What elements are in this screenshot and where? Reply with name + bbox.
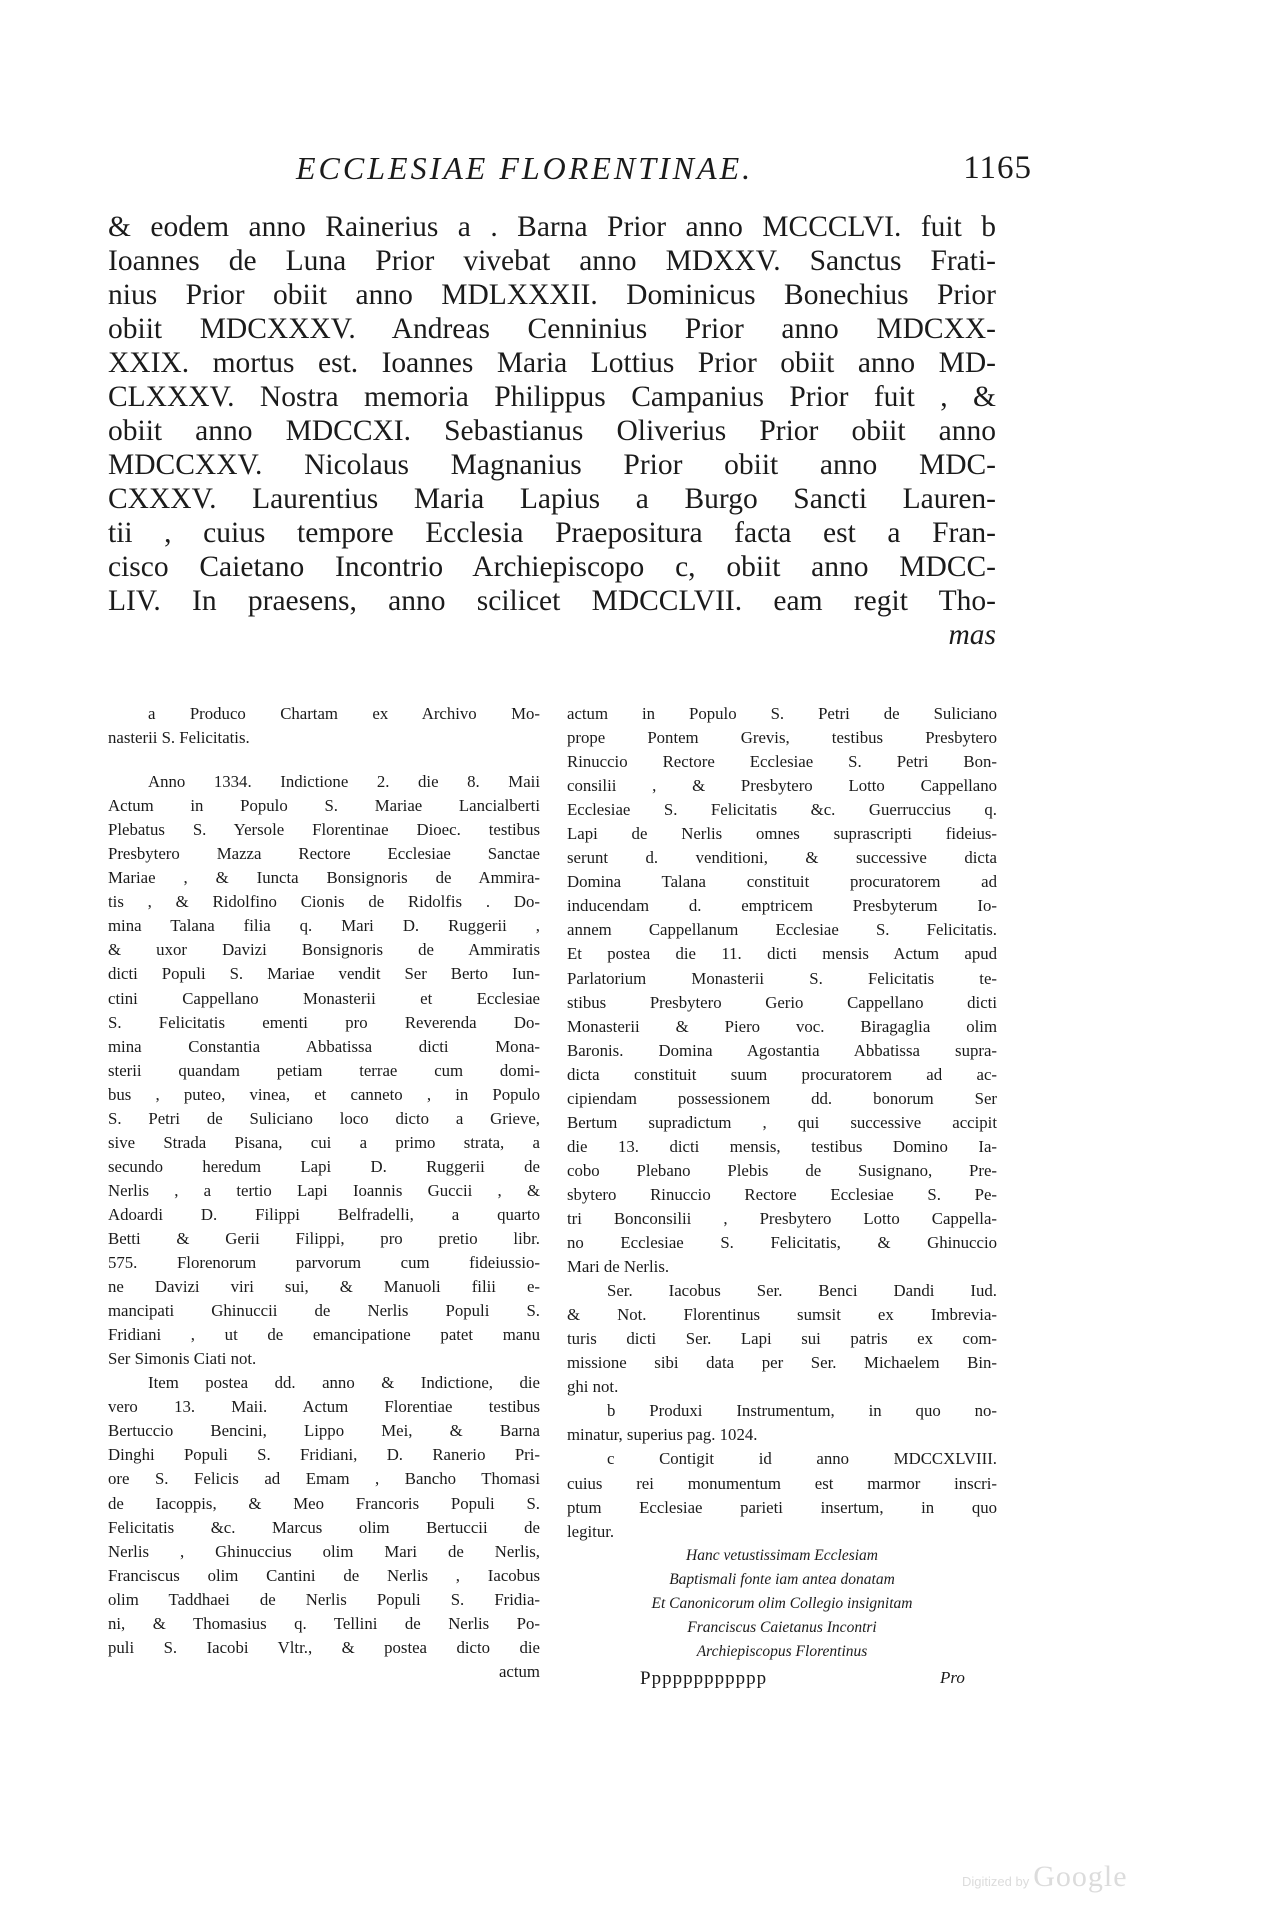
- text-line: sive Strada Pisana, cui a primo strata, a: [108, 1132, 540, 1152]
- text-line: Bertuccio Bencini, Lippo Mei, & Barna: [108, 1421, 540, 1441]
- text-line: sterii quandam petiam terrae cum domi-: [108, 1060, 540, 1080]
- catchword: Pro: [940, 1668, 965, 1687]
- text-line: mas: [948, 619, 996, 651]
- text-line: Monasterii & Piero voc. Biragaglia olim: [567, 1016, 997, 1036]
- text-line: Baronis. Domina Agostantia Abbatissa supra-: [567, 1040, 997, 1060]
- text-line: Lapi de Nerlis omnes suprascripti fideius-: [567, 824, 997, 844]
- text-line: Ser. Iacobus Ser. Benci Dandi Iud.: [607, 1281, 997, 1301]
- text-line: cisco Caietano Incontrio Archiepiscopo c, obiit anno MDCC-: [108, 551, 996, 583]
- text-line: prope Pontem Grevis, testibus Presbytero: [567, 728, 997, 748]
- footnote-column-left: [108, 702, 540, 1684]
- text-line: S. Felicitatis ementi pro Reverenda Do-: [108, 1012, 540, 1032]
- text-line: actum: [498, 1661, 540, 1681]
- text-line: b Produxi Instrumentum, in quo no-: [607, 1401, 997, 1421]
- text-line: Felicitatis &c. Marcus olim Bertuccii de: [108, 1517, 540, 1537]
- text-line: cobo Plebano Plebis de Susignano, Pre-: [567, 1160, 997, 1180]
- text-line: no Ecclesiae S. Felicitatis, & Ghinuccio: [567, 1233, 997, 1253]
- text-line: Et postea die 11. dicti mensis Actum apud: [567, 944, 997, 964]
- text-line: nasterii S. Felicitatis.: [108, 728, 250, 748]
- text-line: puli S. Iacobi Vltr., & postea dicto die: [108, 1637, 540, 1657]
- text-line: Ser Simonis Ciati not.: [108, 1349, 257, 1369]
- page-number: 1165: [963, 150, 1032, 186]
- text-line: Franciscus Caietanus Incontri: [687, 1618, 877, 1636]
- text-line: ni, & Thomasius q. Tellini de Nerlis Po-: [108, 1613, 540, 1633]
- text-line: Ioannes de Luna Prior vivebat anno MDXXV. Sanctus Frati-: [108, 245, 996, 277]
- text-line: bus , puteo, vinea, et canneto , in Populo: [108, 1084, 540, 1104]
- text-line: ore S. Felicis ad Emam , Bancho Thomasi: [108, 1469, 540, 1489]
- text-line: & eodem anno Rainerius a . Barna Prior anno MCCCLVI. fuit b: [108, 211, 996, 243]
- text-line: Plebatus S. Yersole Florentinae Dioec. testibus: [108, 820, 540, 840]
- text-line: minatur, superius pag. 1024.: [567, 1425, 758, 1445]
- text-line: tii , cuius tempore Ecclesia Praepositura facta est a Fran-: [108, 517, 996, 549]
- text-line: serunt d. venditioni, & successive dicta: [567, 848, 997, 868]
- watermark-brand: Google: [1033, 1860, 1128, 1893]
- footnote-column-right: [567, 702, 997, 1664]
- text-line: & Not. Florentinus sumsit ex Imbrevia-: [567, 1305, 997, 1325]
- text-line: Presbytero Mazza Rectore Ecclesiae Sanctae: [108, 844, 540, 864]
- digitized-watermark: [962, 1860, 1128, 1894]
- text-line: mancipati Ghinuccii de Nerlis Populi S.: [108, 1301, 540, 1321]
- text-line: 575. Florenorum parvorum cum fideiussio-: [108, 1253, 540, 1273]
- text-line: consilii , & Presbytero Lotto Cappellano: [567, 776, 997, 796]
- text-line: Parlatorium Monasterii S. Felicitatis te-: [567, 968, 997, 988]
- text-line: Nerlis , Ghinuccius olim Mari de Nerlis,: [108, 1541, 540, 1561]
- text-line: a Produco Chartam ex Archivo Mo-: [148, 704, 540, 723]
- text-line: dicti Populi S. Mariae vendit Ser Berto Iun-: [108, 964, 540, 984]
- text-line: CLXXXV. Nostra memoria Philippus Campanius Prior fuit , &: [108, 381, 996, 413]
- text-line: missione sibi data per Ser. Michaelem Bin-: [567, 1353, 997, 1373]
- text-line: Fridiani , ut de emancipatione patet manu: [108, 1325, 540, 1345]
- running-head: [108, 150, 1032, 194]
- text-line: cipiendam possessionem dd. bonorum Ser: [567, 1088, 997, 1108]
- text-line: ghi not.: [567, 1377, 619, 1397]
- text-line: Mari de Nerlis.: [567, 1257, 670, 1277]
- text-line: Bertum supradictum , qui successive accipit: [567, 1112, 997, 1132]
- text-line: S. Petri de Suliciano loco dicto a Grieve,: [108, 1108, 540, 1128]
- text-line: Adoardi D. Filippi Belfradelli, a quarto: [108, 1204, 540, 1224]
- text-line: annem Cappellanum Ecclesiae S. Felicitatis.: [567, 920, 997, 940]
- text-line: legitur.: [567, 1521, 615, 1541]
- text-line: sbytero Rinuccio Rectore Ecclesiae S. Pe-: [567, 1184, 997, 1204]
- text-line: Anno 1334. Indictione 2. die 8. Maii: [148, 772, 540, 792]
- text-line: Dinghi Populi S. Fridiani, D. Ranerio Pri-: [108, 1445, 540, 1465]
- text-line: mina Talana filia q. Mari D. Ruggerii ,: [108, 916, 540, 936]
- text-line: Mariae , & Iuncta Bonsignoris de Ammira-: [108, 868, 540, 888]
- text-line: Baptismali fonte iam antea donatam: [669, 1570, 895, 1588]
- text-line: ptum Ecclesiae parieti insertum, in quo: [567, 1497, 997, 1517]
- text-line: & uxor Davizi Bonsignoris de Ammiratis: [108, 940, 540, 960]
- text-line: Actum in Populo S. Mariae Lancialberti: [108, 796, 540, 816]
- text-line: LIV. In praesens, anno scilicet MDCCLVII. eam regit Tho-: [108, 585, 996, 617]
- text-line: mina Constantia Abbatissa dicti Mona-: [108, 1036, 540, 1056]
- text-line: Hanc vetustissimam Ecclesiam: [686, 1546, 878, 1564]
- text-line: Domina Talana constituit procuratorem ad: [567, 872, 997, 892]
- text-line: vero 13. Maii. Actum Florentiae testibus: [108, 1397, 540, 1417]
- text-line: XXIX. mortus est. Ioannes Maria Lottius Prior obiit anno MD-: [108, 347, 996, 379]
- running-title: ECCLESIAE FLORENTINAE.: [296, 150, 754, 186]
- main-text: [108, 210, 996, 652]
- text-line: de Iacoppis, & Meo Francoris Populi S.: [108, 1493, 540, 1513]
- text-line: die 13. dicti mensis, testibus Domino Ia-: [567, 1136, 997, 1156]
- text-line: c Contigit id anno MDCCXLVIII.: [607, 1449, 997, 1469]
- text-line: Franciscus olim Cantini de Nerlis , Iacobus: [108, 1565, 540, 1585]
- text-line: MDCCXXV. Nicolaus Magnanius Prior obiit anno MDC-: [108, 449, 996, 481]
- signature-mark: Pppppppppppp: [640, 1668, 768, 1689]
- watermark-prefix: Digitized by: [962, 1874, 1030, 1889]
- text-line: obiit anno MDCCXI. Sebastianus Oliverius Prior obiit anno: [108, 415, 996, 447]
- text-line: Ecclesiae S. Felicitatis &c. Guerruccius q.: [567, 800, 997, 820]
- text-line: CXXXV. Laurentius Maria Lapius a Burgo Sancti Lauren-: [108, 483, 996, 515]
- text-line: nius Prior obiit anno MDLXXXII. Dominicus Bonechius Prior: [108, 279, 996, 311]
- text-line: cuius rei monumentum est marmor inscri-: [567, 1473, 997, 1493]
- text-line: obiit MDCXXXV. Andreas Cenninius Prior anno MDCXX-: [108, 313, 996, 345]
- text-line: Nerlis , a tertio Lapi Ioannis Guccii , &: [108, 1180, 540, 1200]
- text-line: actum in Populo S. Petri de Suliciano: [567, 704, 997, 723]
- text-line: Et Canonicorum olim Collegio insignitam: [651, 1594, 913, 1612]
- text-line: ctini Cappellano Monasterii et Ecclesiae: [108, 988, 540, 1008]
- text-line: olim Taddhaei de Nerlis Populi S. Fridia-: [108, 1589, 540, 1609]
- text-line: tri Bonconsilii , Presbytero Lotto Cappella-: [567, 1208, 997, 1228]
- text-line: ne Davizi viri sui, & Manuoli filii e-: [108, 1277, 540, 1297]
- text-line: inducendam d. emptricem Presbyterum Io-: [567, 896, 997, 916]
- text-line: tis , & Ridolfino Cionis de Ridolfis . Do-: [108, 892, 540, 912]
- text-line: Betti & Gerii Filippi, pro pretio libr.: [108, 1228, 540, 1248]
- text-line: secundo heredum Lapi D. Ruggerii de: [108, 1156, 540, 1176]
- text-line: Item postea dd. anno & Indictione, die: [148, 1373, 540, 1393]
- text-line: Rinuccio Rectore Ecclesiae S. Petri Bon-: [567, 752, 997, 772]
- text-line: stibus Presbytero Gerio Cappellano dicti: [567, 992, 997, 1012]
- text-line: turis dicti Ser. Lapi sui patris ex com-: [567, 1329, 997, 1349]
- text-line: Archiepiscopus Florentinus: [696, 1642, 868, 1660]
- text-line: dicta constituit suum procuratorem ad ac-: [567, 1064, 997, 1084]
